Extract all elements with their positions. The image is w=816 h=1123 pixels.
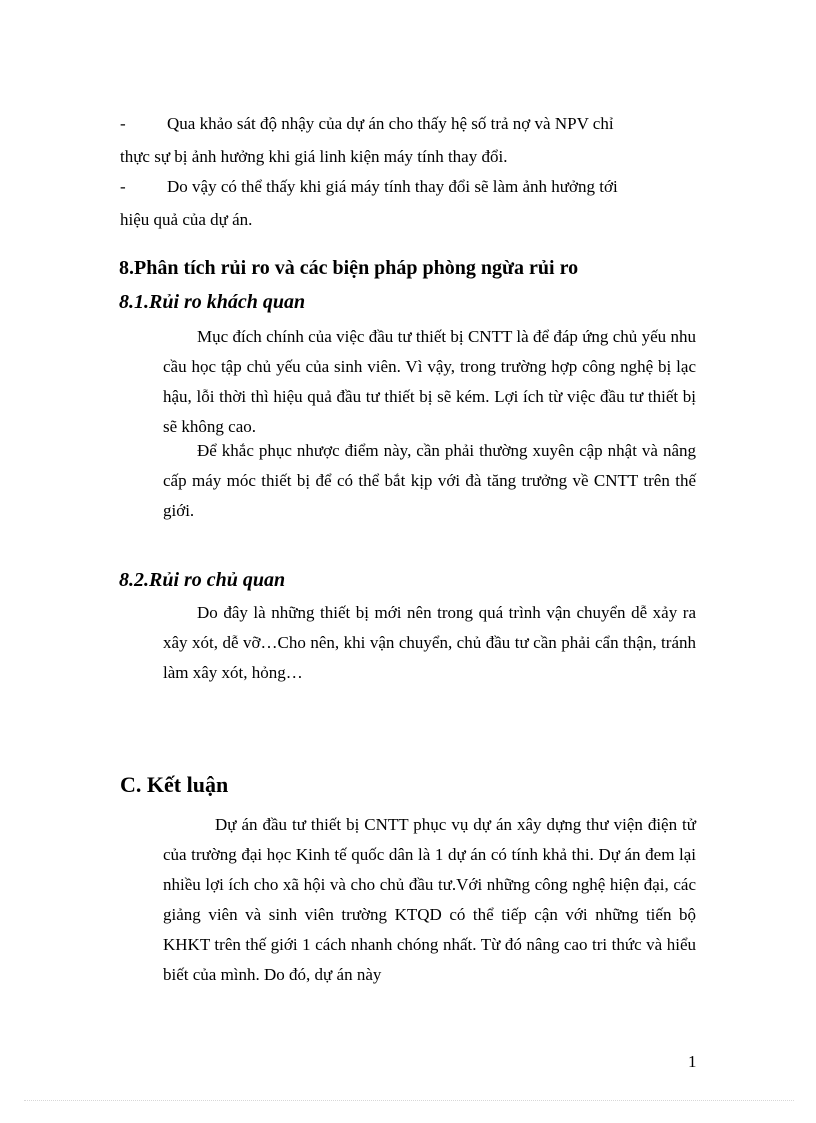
bullet-dash: -	[120, 114, 126, 133]
bullet-line: Do vậy có thể thấy khi giá máy tính thay đổi sẽ làm ảnh hưởng tới	[167, 177, 618, 196]
bullet-item	[120, 170, 696, 236]
section-heading: 8.Phân tích rủi ro và các biện pháp phòng ngừa rủi ro	[119, 257, 579, 279]
page-number: 1	[688, 1052, 697, 1071]
bullet-text	[120, 107, 696, 173]
paragraph: Dự án đầu tư thiết bị CNTT phục vụ dự án xây dựng thư viện điện tử của trường đại học Kinh tế quốc dân là 1 dự án có tính khả thi. Dự án đem lại nhiều lợi ích cho xã hội và cho chủ đầu tư.Với những công nghệ hiện đại, các giảng viên và sinh viên trường KTQD có thể tiếp cận với những tiến bộ KHKT trên thế giới 1 cách nhanh chóng nhất. Từ đó nâng cao tri thức và hiểu biết của mình. Do đó, dự án này	[163, 815, 696, 984]
paragraph: Do đây là những thiết bị mới nên trong quá trình vận chuyển dễ xảy ra xây xót, dễ vỡ…Cho nên, khi vận chuyển, chủ đầu tư cần phải cẩn thận, tránh làm xây xót, hỏng…	[163, 603, 696, 682]
bullet-text	[120, 170, 696, 236]
conclusion-heading: C. Kết luận	[120, 772, 229, 797]
bullet-line: Qua khảo sát độ nhậy của dự án cho thấy hệ số trả nợ và NPV chỉ	[167, 114, 614, 133]
bullet-item	[120, 107, 696, 173]
paragraph: Mục đích chính của việc đầu tư thiết bị CNTT là để đáp ứng chủ yếu nhu cầu học tập chủ yếu của sinh viên. Vì vậy, trong trường hợp công nghệ bị lạc hậu, lỗi thời thì hiệu quả đầu tư thiết bị sẽ kém. Lợi ích từ việc đầu tư thiết bị sẽ không cao.	[163, 327, 696, 436]
subsection-heading: 8.1.Rủi ro khách quan	[119, 291, 306, 313]
bullet-dash: -	[120, 177, 126, 196]
bullet-line: hiệu quả của dự án.	[120, 210, 253, 229]
subsection-heading: 8.2.Rủi ro chủ quan	[119, 569, 286, 591]
bullet-line: thực sự bị ảnh hưởng khi giá linh kiện máy tính thay đổi.	[120, 147, 508, 166]
paragraph: Để khắc phục nhược điểm này, cần phải thường xuyên cập nhật và nâng cấp máy móc thiết bị để có thể bắt kịp với đà tăng trưởng về CNTT trên thế giới.	[163, 441, 696, 520]
page-divider	[24, 1100, 794, 1101]
